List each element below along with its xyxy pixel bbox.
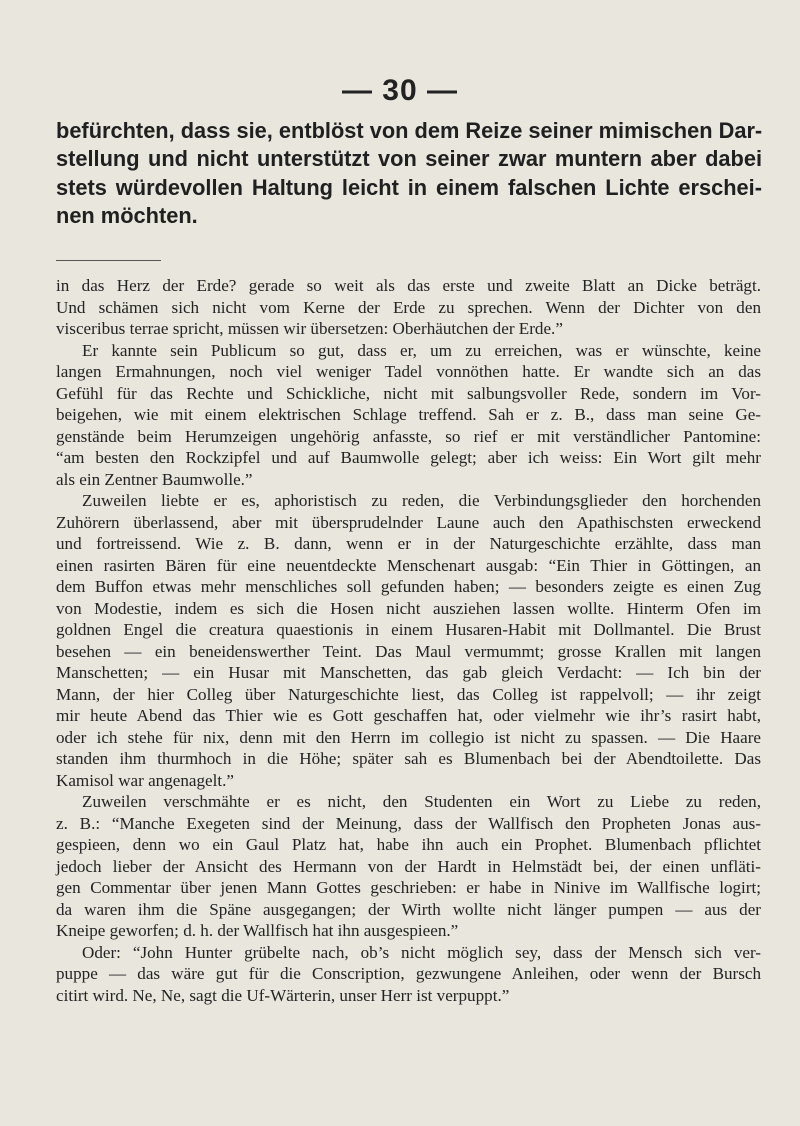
text-line: Gefühl für das Rechte und Schickliche, nicht mit salbungsvoller Rede, sondern im Vor-	[56, 383, 761, 403]
paragraph	[56, 791, 761, 942]
text-line: Manschetten; — ein Husar mit Manschetten, das gab gleich Verdacht: — Ich bin der	[56, 663, 761, 682]
text-line: Mann, der hier Colleg über Naturgeschichte liest, das Colleg ist rappelvoll; — ihr zeigt	[56, 684, 761, 704]
text-line: mir heute Abend das Thier wie es Gott geschaffen hat, oder vielmehr wie ihr’s rasirt habt,	[56, 706, 761, 725]
text-line: jedoch lieber der Ansicht des Hermann von der Hardt in Helmstädt bei, der einen unfläti-	[56, 856, 761, 876]
text-line: Und schämen sich nicht vom Kerne der Erde zu sprechen. Wenn der Dichter von den	[56, 297, 761, 317]
text-line: visceribus terrae spricht, müssen wir übersetzen: Oberhäutchen der Erde.”	[56, 319, 563, 338]
text-line: beigehen, wie mit einem elektrischen Schlage treffend. Sah er z. B., dass man seine Ge-	[56, 405, 761, 424]
text-line: besehen — ein beneidenswerther Teint. Das Maul vermummt; grosse Krallen mit langen	[56, 641, 761, 661]
text-line: Zuweilen verschmähte er es nicht, den Studenten ein Wort zu Liebe zu reden,	[82, 792, 761, 811]
text-line: “am besten den Rockzipfel und auf Baumwolle gelegt; aber ich weiss: Ein Wort gilt mehr	[56, 448, 761, 467]
text-line: puppe — das wäre gut für die Conscription, gezwungene Anleihen, oder wenn der Bursch	[56, 964, 761, 983]
footnote-line: nen möchten.	[56, 203, 198, 229]
paragraph	[56, 340, 761, 491]
footnote-separator-rule	[56, 260, 161, 261]
text-line: goldnen Engel die creatura quaestionis in einem Husaren-Habit mit Dollmantel. Die Brust	[56, 620, 761, 639]
text-line: citirt wird. Ne, Ne, sagt die Uf-Wärterin, unser Herr ist verpuppt.”	[56, 985, 510, 1005]
text-line: dem Buffon etwas mehr menschliches soll gefunden haben; — besonders zeigte es einen Zug	[56, 577, 761, 596]
text-line: Kneipe geworfen; d. h. der Wallfisch hat ihn ausgespieen.”	[56, 921, 459, 940]
footnote-line: stets würdevollen Haltung leicht in einem falschen Lichte erschei-	[56, 174, 762, 200]
text-line: standen ihm thurmhoch in die Höhe; später sah es Blumenbach bei der Abendtoilette. Das	[56, 749, 761, 768]
text-line: Er kannte sein Publicum so gut, dass er, um zu erreichen, was er wünschte, keine	[82, 340, 761, 360]
text-line: gespieen, denn wo ein Gaul Platz hat, habe ihn auch ein Prophet. Blumenbach pflichtet	[56, 835, 761, 854]
text-line: in das Herz der Erde? gerade so weit als das erste und zweite Blatt an Dicke beträgt.	[56, 276, 761, 295]
footnote-line: befürchten, dass sie, entblöst von dem Reize seiner mimischen Dar-	[56, 118, 763, 143]
text-line: z. B.: “Manche Exegeten sind der Meinung, dass der Wallfisch den Propheten Jonas aus-	[56, 813, 761, 833]
paragraph	[56, 942, 761, 1007]
text-line: da waren ihm die Späne ausgegangen; der Wirth wollte nicht länger pumpen — aus der	[56, 899, 761, 919]
text-line: als ein Zentner Baumwolle.”	[56, 469, 253, 489]
paragraph	[56, 490, 761, 791]
footnote-continuation	[56, 117, 762, 231]
text-line: langen Ermahnungen, noch viel weniger Tadel vonnöthen hatte. Er wandte sich an das	[56, 362, 761, 381]
body-text	[56, 275, 761, 1006]
text-line: Kamisol war angenagelt.”	[56, 770, 234, 790]
text-line: oder ich stehe für nix, denn mit den Herrn im collegio ist nicht zu spassen. — Die Haare	[56, 727, 761, 747]
paragraph	[56, 275, 761, 340]
text-line: Oder: “John Hunter grübelte nach, ob’s nicht möglich sey, dass der Mensch sich ver-	[82, 942, 761, 962]
footnote-line: stellung und nicht unterstützt von seiner zwar muntern aber dabei	[56, 146, 762, 172]
text-line: gen Commentar über jenen Mann Gottes geschrieben: er habe in Ninive im Wallfische logirt;	[56, 878, 761, 897]
text-line: Zuweilen liebte er es, aphoristisch zu reden, die Verbindungsglieder den horchenden	[82, 491, 761, 510]
text-line: einen rasirten Bären für eine neuentdeckte Menschenart ausgab: “Ein Thier in Göttingen, an	[56, 555, 761, 575]
text-line: und fortreissend. Wie z. B. dann, wenn er in der Naturgeschichte erzählte, dass man	[56, 534, 761, 553]
text-line: von Modestie, indem es sich die Hosen nicht ausziehen lassen wollte. Hinterm Ofen im	[56, 598, 761, 618]
page-number: — 30 —	[341, 74, 459, 107]
text-line: Zuhörern überlassend, aber mit übersprudelnder Laune auch den Apathischsten erweckend	[56, 512, 761, 532]
text-line: genstände beim Herumzeigen ungehörig anfasste, so rief er mit verständlicher Pantomine:	[56, 426, 761, 446]
